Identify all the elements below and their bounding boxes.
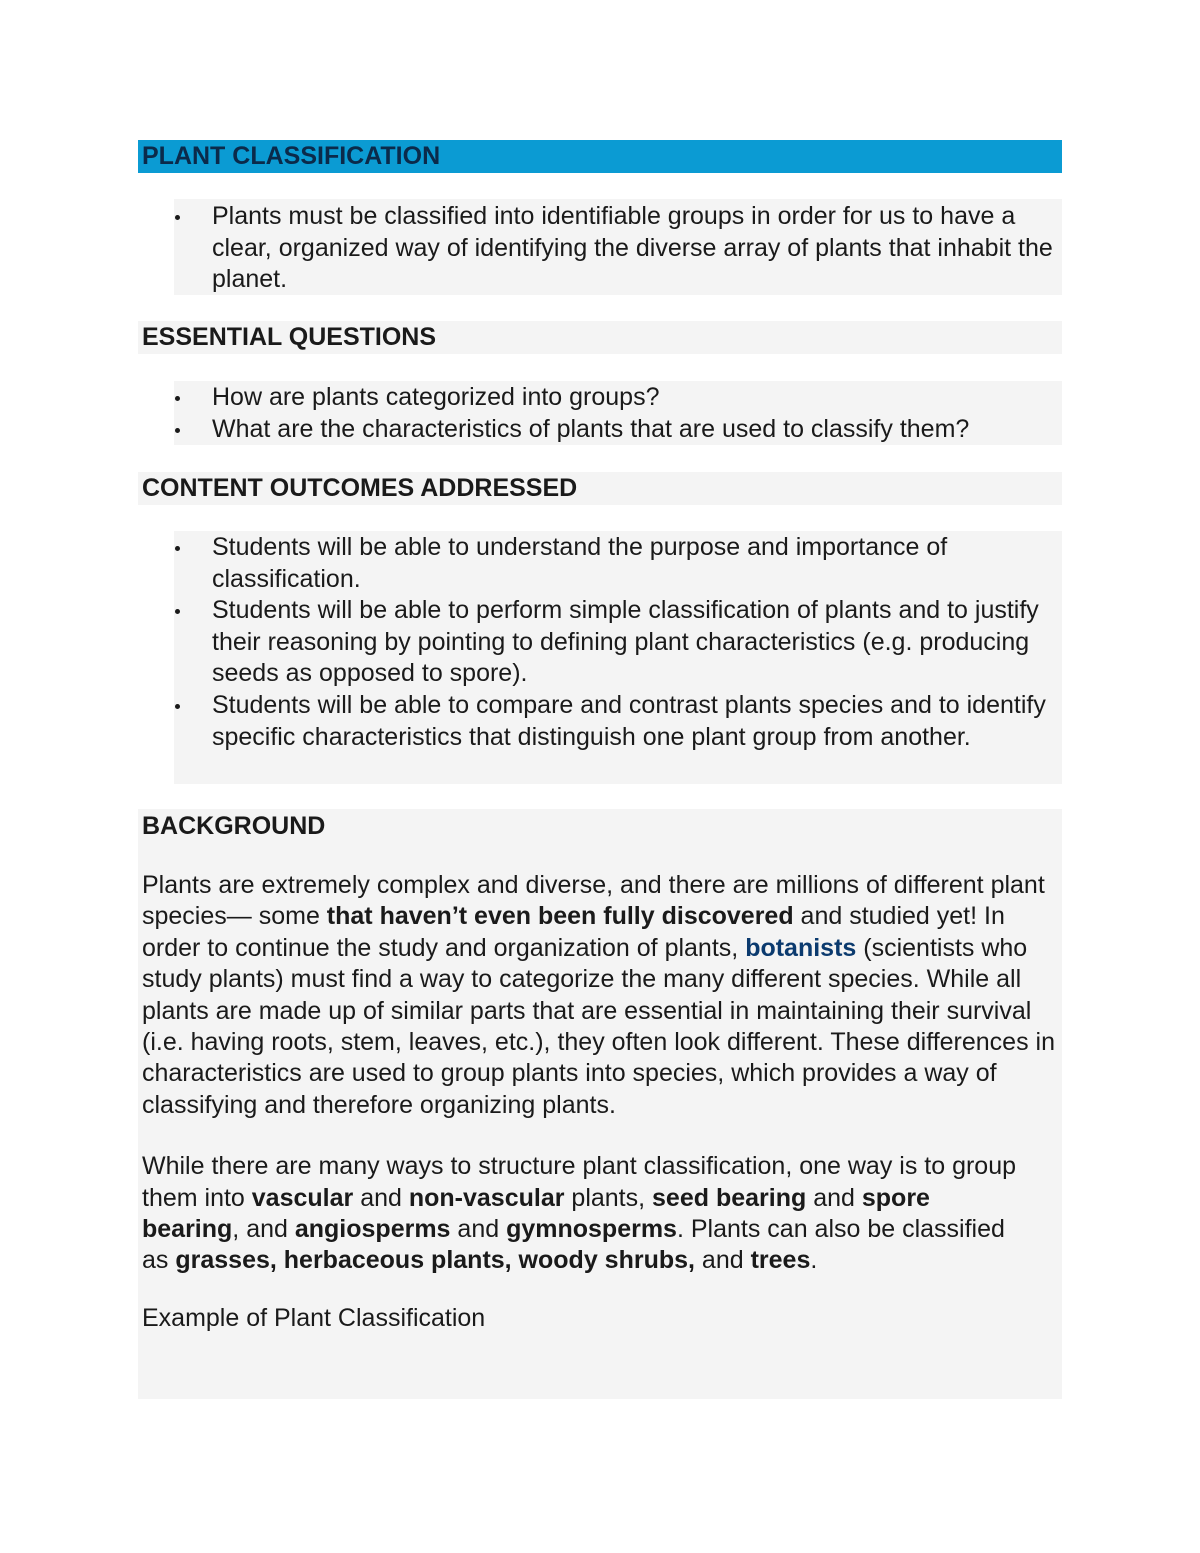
text-run: . Plants can also be classified as (142, 1215, 1005, 1275)
list-item: How are plants categorized into groups? (174, 382, 1062, 414)
text-run: Plants are extremely complex and diverse, and there are millions of different plant species— some (142, 871, 1045, 931)
term-non-vascular: non-vascular (408, 1183, 565, 1212)
term-plant-forms: grasses, herbaceous plants, woody shrubs, (175, 1246, 695, 1275)
term-trees: trees (750, 1246, 811, 1275)
text-run: and (353, 1183, 409, 1212)
background-paragraph-2 (138, 1151, 1062, 1277)
list-item: Students will be able to compare and contrast plants species and to identify specific characteristics that distinguish one plant group from another. (174, 690, 1062, 753)
text-run: and (806, 1183, 862, 1212)
background-paragraph-1 (138, 870, 1062, 1121)
emphasis-text: that haven’t even been fully discovered (326, 902, 794, 931)
botanists-term: botanists (745, 933, 857, 962)
text-run: and studied yet! In order to continue the study and organization of plants, (142, 902, 1005, 962)
page-title: PLANT CLASSIFICATION (138, 140, 1062, 173)
text-run: and (694, 1246, 751, 1275)
list-item: Plants must be classified into identifiable groups in order for us to have a clear, organized way of identifying the diverse array of plants that inhabit the planet. (174, 201, 1062, 296)
term-spore-bearing: spore bearing (142, 1183, 930, 1244)
text-run: . (810, 1246, 818, 1275)
text-run: (scientists who study plants) must find a way to categorize the many different species. While all plants are made up of similar parts that are essential in maintaining their survival (i.e. having roots, stem, leaves, etc.), they often look different. These differences in characteristics are used to group plants into species, which provides a way of classifying and therefore organizing plants. (142, 933, 1055, 1119)
term-angiosperms: angiosperms (294, 1215, 451, 1244)
intro-list (174, 199, 1062, 295)
term-vascular: vascular (251, 1183, 354, 1212)
text-run: and (450, 1215, 507, 1244)
content-outcomes-heading: CONTENT OUTCOMES ADDRESSED (138, 472, 1062, 505)
list-item: Students will be able to perform simple classification of plants and to justify their reasoning by pointing to defining plant characteristics (e.g. producing seeds as opposed to spore). (174, 595, 1062, 690)
essential-questions-heading: ESSENTIAL QUESTIONS (138, 321, 1062, 354)
text-run: While there are many ways to structure plant classification, one way is to group them into (142, 1152, 1017, 1212)
term-seed-bearing: seed bearing (652, 1183, 807, 1212)
term-gymnosperms: gymnosperms (506, 1215, 677, 1244)
background-heading: BACKGROUND (142, 812, 326, 840)
background-section (138, 809, 1062, 1399)
text-run: , and (232, 1215, 295, 1244)
figure-caption: Example of Plant Classification (142, 1303, 486, 1332)
list-item: What are the characteristics of plants that are used to classify them? (174, 414, 1062, 446)
list-item: Students will be able to understand the purpose and importance of classification. (174, 532, 1062, 595)
content-outcomes-list (174, 531, 1062, 784)
essential-questions-list (174, 381, 1062, 445)
text-run: plants, (564, 1183, 653, 1212)
